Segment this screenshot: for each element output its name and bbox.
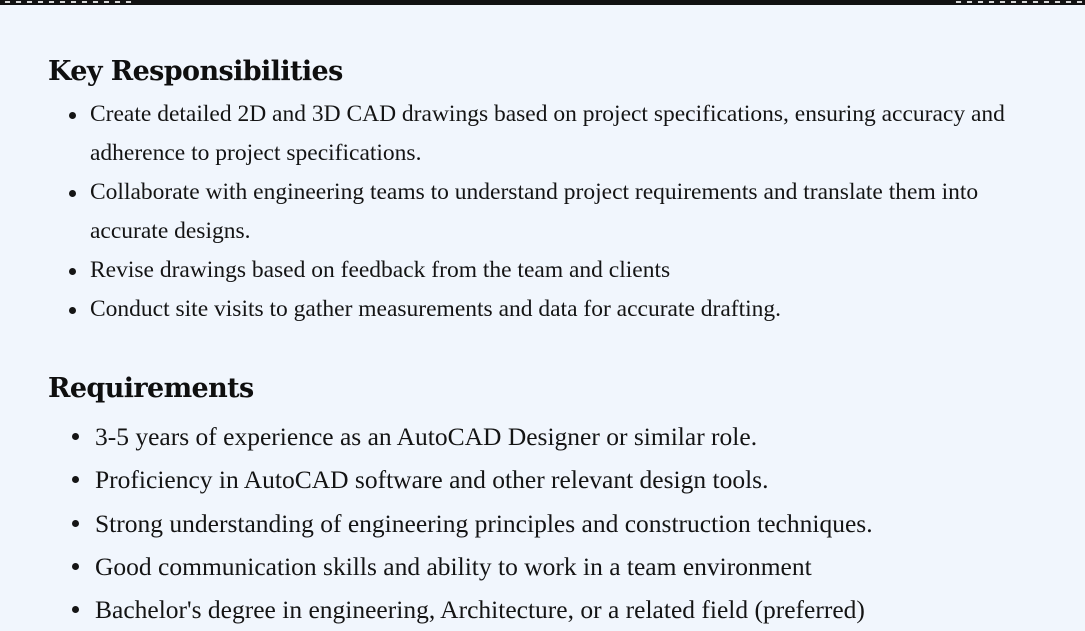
list-item bbox=[48, 251, 1058, 290]
perforation-dots-left bbox=[2, 1, 132, 3]
list-item-text: Conduct site visits to gather measurements and data for accurate drafting. bbox=[90, 296, 782, 322]
list-item bbox=[48, 545, 1058, 588]
bullet-icon bbox=[72, 606, 79, 613]
list-item-text: Strong understanding of engineering principles and construction techniques. bbox=[95, 508, 873, 538]
requirements-section bbox=[48, 373, 1058, 631]
list-item bbox=[48, 290, 1058, 329]
top-border-bar bbox=[0, 0, 1085, 5]
bullet-icon bbox=[69, 190, 76, 197]
list-item bbox=[48, 95, 1058, 173]
list-item-text: Bachelor's degree in engineering, Architecture, or a related field (preferred) bbox=[95, 595, 865, 625]
bullet-icon bbox=[72, 433, 79, 440]
bullet-icon bbox=[72, 476, 79, 483]
list-item-text: Collaborate with engineering teams to understand project requirements and translate them into accurate designs. bbox=[90, 179, 979, 244]
list-item bbox=[48, 502, 1058, 545]
list-item bbox=[48, 173, 1058, 251]
list-item-text: Revise drawings based on feedback from the team and clients bbox=[90, 257, 671, 283]
requirements-list bbox=[48, 415, 1058, 631]
responsibilities-list bbox=[48, 95, 1058, 329]
list-item-text: Good communication skills and ability to work in a team environment bbox=[95, 551, 812, 581]
bullet-icon bbox=[72, 563, 79, 570]
responsibilities-section bbox=[48, 56, 1058, 329]
responsibilities-heading: Key Responsibilities bbox=[48, 56, 343, 87]
bullet-icon bbox=[69, 268, 76, 275]
list-item-text: Create detailed 2D and 3D CAD drawings based on project specifications, ensuring accuracy and adherence to project specifications. bbox=[90, 101, 1005, 166]
list-item-text: Proficiency in AutoCAD software and other relevant design tools. bbox=[95, 465, 769, 495]
bullet-icon bbox=[69, 112, 76, 119]
bullet-icon bbox=[72, 520, 79, 527]
requirements-heading: Requirements bbox=[48, 373, 254, 404]
list-item bbox=[48, 415, 1058, 458]
perforation-dots-right bbox=[953, 1, 1083, 3]
list-item bbox=[48, 588, 1058, 631]
list-item-text: 3-5 years of experience as an AutoCAD Designer or similar role. bbox=[95, 422, 758, 451]
list-item bbox=[48, 458, 1058, 501]
bullet-icon bbox=[69, 307, 76, 314]
